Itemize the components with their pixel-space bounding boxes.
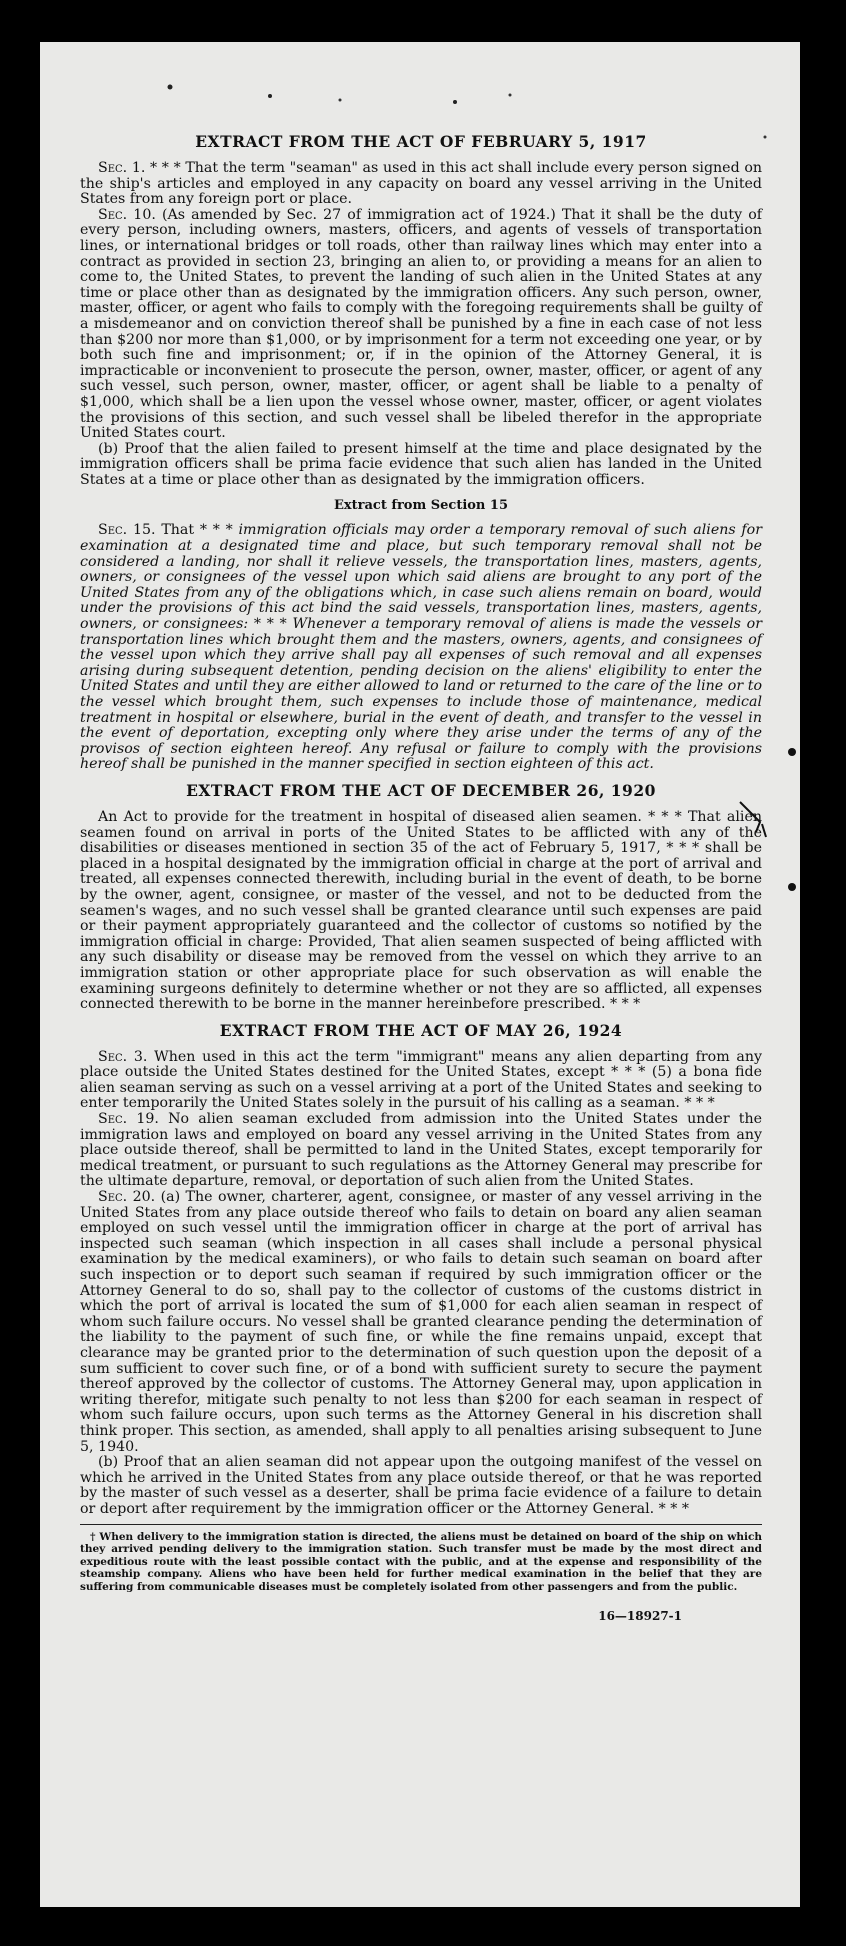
paragraph-sec-3 [80,1050,762,1112]
paragraph-sec-10-b: (b) Proof that the alien failed to present himself at the time and place designated by the immigration officers shall be prima facie evidence that such alien has landed in the United States at a time or place other than as designated by the immigration officers. [80,440,762,488]
footnote [80,1524,762,1594]
sec-label: Sec. 20. [98,1189,156,1206]
paragraph-sec-10 [80,208,762,442]
paragraph-text-italic: immigration officials may order a temporary removal of such aliens for examination at a designated time and place, but such temporary removal shall not be considered a landing, nor shall it relieve vessels, the transportation lines, masters, agents, owners, or consignees of the vessel upon which said aliens are brought to any port of the United States from any of the obligations which, in case such aliens remain on board, would under the provisions of this act bind the said vessels, transportation lines, masters, agents, owners, or consignees: * * * Whenever a temporary removal of aliens is made the vessels or transportation lines which brought them and the masters, owners, agents, and consignees of the vessel upon which they arrive shall pay all expenses of such removal and all expenses arising during subsequent detention, pending decision on the aliens' eligibility to enter the United States and until they are either allowed to land or returned to the care of the line or to the vessel which brought them, such expenses to include those of maintenance, medical treatment in hospital or elsewhere, burial in the event of death, and transfer to the vessel in the event of deportation, excepting only where they arise under the terms of any of the provisos of section eighteen hereof. Any refusal or failure to comply with the provisions hereof shall be punished in the manner specified in section eighteen of this act. [80,522,762,773]
heading-extract-section-15: Extract from Section 15 [333,498,509,514]
heading-act-feb-1917: EXTRACT FROM THE ACT OF FEBRUARY 5, 1917 [195,132,647,151]
heading-act-dec-1920: EXTRACT FROM THE ACT OF DECEMBER 26, 1920 [186,780,656,800]
form-number: 16—18927-1 [598,1609,682,1624]
paragraph-sec-19 [80,1112,762,1190]
section-act-may-1924 [80,1021,762,1518]
footnote-text: † When delivery to the immigration station is directed, the aliens must be detained on board of the ship on which they arrived pending delivery to the immigration station. Such transfer must be made by the most direct and expeditious route with the least possible contact with the public, and at the expense and responsibility of the steamship company. Aliens who have been held for further medical examination in the belief that they are suffering from communicable diseases must be completely isolated from other passengers and from the public. [80,1530,762,1593]
paragraph-text: When used in this act the term "immigrant" means any alien departing from any place outside the United States destined for the United States, except * * * (5) a bona fide alien seaman serving as such on a vessel arriving at a port of the United States and seeking to enter temporarily the United States solely in the pursuit of his calling as a seaman. * * * [80,1048,762,1112]
paragraph-sec-15 [80,523,762,773]
sec-label: Sec. 1. [98,160,146,176]
section-act-dec-1920 [80,781,762,1013]
paragraph-text: (As amended by Sec. 27 of immigration act of 1924.) That it shall be the duty of every person, including owners, masters, officers, and agents of vessels of transportation lines, or international bridges or toll roads, other than railway lines which may enter into a contract as provided in section 23, bringing an alien to, or providing a means for an alien to come to, the United States, to prevent the landing of such alien in the United States at any time or place other than as designated by the immigration officers. Any such person, owner, master, officer, or agent who fails to comply with the foregoing requirements shall be guilty of a misdemeanor and on conviction thereof shall be punished by a fine in each case of not less than $200 nor more than $1,000, or by imprisonment for a term not exceeding one year, or by both such fine and imprisonment; or, if in the opinion of the Attorney General, it is impracticable or inconvenient to prosecute the person, owner, master, officer, or agent of any such vessel, such person, owner, master, officer, or agent shall be liable to a penalty of $1,000, which shall be a lien upon the vessel whose owner, master, officer, or agent violates the provisions of this section, and such vessel shall be libeled therefor in the appropriate United States court. [80,206,762,442]
paragraph-sec-20 [80,1190,762,1455]
paragraph-text: * * * That the term "seaman" as used in this act shall include every person signed on the ship's articles and employed in any capacity on board any vessel arriving in the United States from any foreign port or place. [80,160,762,208]
paragraph-hospital-treatment: An Act to provide for the treatment in hospital of diseased alien seamen. * * * That alien seamen found on arrival in ports of the United States to be afflicted with any of the disabilities or diseases mentioned in section 35 of the act of February 5, 1917, * * * shall be placed in a hospital designated by the immigration official in charge at the port of arrival and treated, all expenses connected therewith, including burial in the event of death, to be borne by the owner, agent, consignee, or master of the vessel, and not to be deducted from the seamen's wages, and no such vessel shall be granted clearance until such expenses are paid or their payment appropriately guaranteed and the collector of customs so notified by the immigration official in charge: Provided, That alien seamen suspected of being afflicted with any such disability or disease may be removed from the vessel on which they arrive to an immigration station or other appropriate place for such observation as will enable the examining surgeons definitely to determine whether or not they are so afflicted, all expenses connected therewith to be borne in the manner hereinbefore prescribed. * * * [80,808,762,1013]
paragraph-text: No alien seaman excluded from admission into the United States under the immigration laws and employed on board any vessel arriving in the United States from any place outside thereof, shall be permitted to land in the United States, except temporarily for medical treatment, or pursuant to such regulations as the Attorney General may prescribe for the ultimate departure, removal, or deportation of such alien from the United States. [80,1111,762,1190]
paragraph-lead: That * * * [155,522,239,539]
paragraph-sec-20-b: (b) Proof that an alien seaman did not appear upon the outgoing manifest of the vessel on which he arrived in the United States from any place outside thereof, or that he was reported by the master of such vessel as a deserter, shall be prima facie evidence of a failure to detain or deport after requirement by the immigration officer or the Attorney General. * * * [80,1454,762,1517]
document-page [40,42,800,1907]
sec-label: Sec. 3. [98,1048,148,1065]
sec-label: Sec. 10. [98,206,156,223]
heading-act-may-1924: EXTRACT FROM THE ACT OF MAY 26, 1924 [219,1020,623,1040]
paragraph-sec-1 [80,161,762,208]
section-act-feb-1917 [80,132,762,773]
sec-label: Sec. 15. [98,522,156,539]
paragraph-text: (a) The owner, charterer, agent, consignee, or master of any vessel arriving in the United States from any place outside thereof who fails to detain on board any alien seaman employed on such vessel until the immigration officer in charge at the port of arrival has inspected such seaman (which inspection in all cases shall include a personal physical examination by the medical examiners), or who fails to detain such seaman on board after such inspection or to deport such seaman if required by such immigration officer or the Attorney General to do so, shall pay to the collector of customs of the customs district in which the port of arrival is located the sum of $1,000 for each alien seaman in respect of whom such failure occurs. No vessel shall be granted clearance pending the determination of the liability to the payment of such fine, or while the fine remains unpaid, except that clearance may be granted prior to the determination of such question upon the deposit of a sum sufficient to cover such fine, or of a bond with sufficient surety to secure the payment thereof approved by the collector of customs. The Attorney General may, upon application in writing therefor, mitigate such penalty to not less than $200 for each seaman in respect of whom such failure occurs, upon such terms as the Attorney General in his discretion shall think proper. This section, as amended, shall apply to all penalties arising subsequent to June 5, 1940. [80,1189,762,1455]
sec-label: Sec. 19. [98,1111,159,1128]
